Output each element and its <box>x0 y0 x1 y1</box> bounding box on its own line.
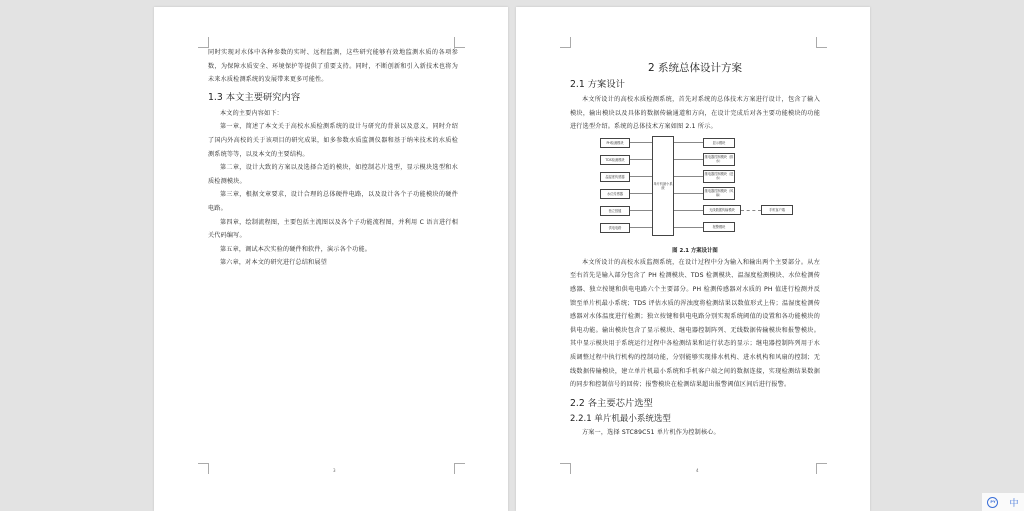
diagram-connector <box>674 193 703 195</box>
chapter-title: 2 系统总体设计方案 <box>647 62 743 74</box>
diagram-output-block: 显示模块 <box>703 138 735 148</box>
diagram-connector <box>630 159 652 161</box>
diagram-connector <box>674 159 703 161</box>
diagram-input-block: TDS检测模块 <box>600 155 630 165</box>
diagram-connector <box>630 142 652 144</box>
diagram-input-block: 独立按键 <box>600 206 630 216</box>
diagram-connector <box>630 176 652 178</box>
diagram-connector <box>630 193 652 195</box>
diagram-output-block: 无线数据传输模块 <box>703 205 741 215</box>
diagram-connector <box>674 142 703 144</box>
diagram-input-block: 水位传感器 <box>600 189 630 199</box>
diagram-connector <box>674 227 703 229</box>
margin-corner-mark <box>816 463 827 474</box>
diagram-output-block: 继电器控制模块（风扇） <box>703 187 735 200</box>
document-page-3 <box>154 7 508 511</box>
diagram-output-block: 继电器控制模块（排水） <box>703 153 735 166</box>
body-paragraph: 第六章，对本文的研究进行总结和展望 <box>220 259 327 267</box>
page-number: 3 <box>333 468 336 473</box>
figure-caption: 图 2.1 方案设计图 <box>672 247 718 254</box>
body-paragraph: 本文的主要内容如下： <box>220 109 283 117</box>
margin-corner-mark <box>560 463 571 474</box>
ime-language-toggle[interactable]: 中 <box>1009 498 1019 509</box>
diagram-input-block: 温湿度传感器 <box>600 172 630 182</box>
diagram-connector <box>674 210 703 212</box>
body-paragraph: 第三章，根据文章要求，设计合理的总体硬件电路，以及设计各个子功能模块的硬件电路。 <box>208 191 458 212</box>
subsection-heading: 2.2.1 单片机最小系统选型 <box>570 413 671 424</box>
section-heading: 1.3 本文主要研究内容 <box>208 91 301 103</box>
margin-corner-mark <box>454 463 465 474</box>
diagram-wireless-link <box>741 210 761 211</box>
diagram-external-block: 手机客户端 <box>761 205 793 215</box>
body-paragraph: 第五章，调试本次实验的硬件和软件，演示各个功能。 <box>220 245 372 253</box>
body-paragraph: 第一章，简述了本文关于高校水质检测系统的设计与研究的背景以及意义，同时介绍了国内外高校的关于该项目的研究成果，如多参数水质监测仪器和基于纳米技术的水质检测系统等等，以及本文的主要结构。 <box>208 123 458 158</box>
body-paragraph: 同时实现对水体中各种参数的实时、远程监测，这些研究能够有效地监测水质的各项参数，为保障水质安全、环境保护等提供了重要支持。同时，不断创新和引入新技术也将为未来水质检测系统的发展带来更多可能性。 <box>208 49 458 84</box>
body-paragraph: 本文所设计的高校水质检测系统，首先对系统的总体技术方案进行设计，包含了输入模块，输出模块以及具体的数据传输通道和方向，在设计完成后对各主要功能模块的功能进行选型介绍。系统的总体技术方案如图 2.1 所示。 <box>570 96 820 131</box>
body-paragraph: 方案一，选择 STC89C51 单片机作为控制核心。 <box>582 428 720 436</box>
margin-corner-mark <box>816 37 827 48</box>
diagram-connector <box>630 227 652 229</box>
diagram-output-block: 报警模块 <box>703 222 735 232</box>
body-paragraph: 本文所设计的高校水质监测系统，在设计过程中分为输入和输出两个主要部分。从左至右首先是输入部分包含了 PH 检测模块、TDS 检测模块、温湿度检测模块、水位检测传感器、独立按键和供电电路六个主要部分。PH 检测传感器对水质的 PH 值进行检测并反馈至单片机最小系统；TDS 评估水质的浑浊度将检测结果以数值形式上传；温湿度检测传感器对水体温度进行检测；独立按键和供电电路分别实现系统阈值的设置和各功能模块的供电功能。输出模块包含了显示模块、继电器控制阵列、无线数据传输模块和报警模块。其中显示模块用于系统运行过程中各检测结果和运行状态的显示；继电器控制阵列用于水质调整过程中执行机构的控制功能，分别能够实现排水机构、进水机构和风扇的控制；无线数据传输模块，建立单片机最小系统和手机客户端之间的数据连接，实现检测结果数据的同步和控制信号的回传；报警模块在检测结果超出报警阈值区间后进行报警。 <box>570 258 820 389</box>
diagram-mcu-block: 单片机最小系统 <box>652 136 674 236</box>
diagram-connector <box>630 210 652 212</box>
body-paragraph: 第二章，设计大致的方案以及选择合适的模块，如控制芯片选型，显示模块选型和水质检测模块。 <box>208 164 458 185</box>
system-block-diagram <box>570 136 820 246</box>
body-paragraph: 第四章，绘制流程图，主要包括主流图以及各个子功能流程图，并利用 C 语言进行相关代码编写。 <box>208 218 458 240</box>
ime-indicator[interactable] <box>982 493 1024 511</box>
section-heading: 2.1 方案设计 <box>570 79 625 90</box>
page-number: 4 <box>696 468 699 473</box>
section-heading: 2.2 各主要芯片选型 <box>570 397 653 409</box>
diagram-input-block: PH检测模块 <box>600 138 630 148</box>
diagram-connector <box>674 176 703 178</box>
margin-corner-mark <box>560 37 571 48</box>
document-page-4 <box>516 7 870 511</box>
ime-logo-icon[interactable]: PY <box>987 497 998 508</box>
diagram-output-block: 继电器控制模块（进水） <box>703 170 735 183</box>
diagram-input-block: 供电电路 <box>600 223 630 233</box>
margin-corner-mark <box>198 463 209 474</box>
